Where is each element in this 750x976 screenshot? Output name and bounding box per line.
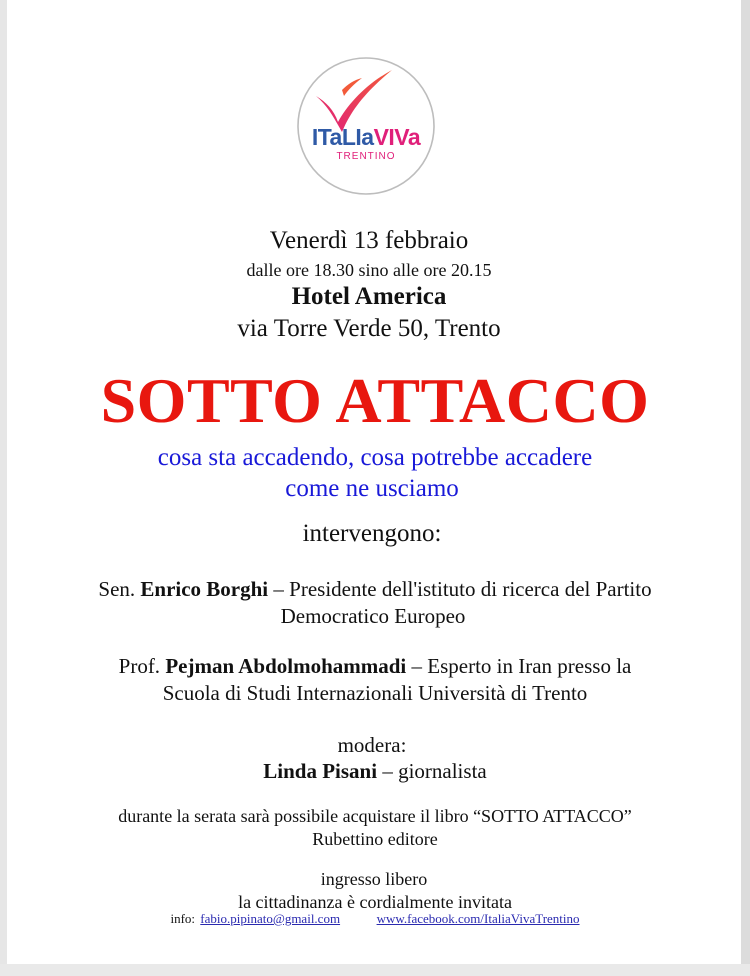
speaker-1: [0, 577, 750, 602]
italia-viva-logo: [296, 56, 436, 196]
info-label: info:: [170, 911, 196, 926]
headline-subtitle-1: cosa sta accadendo, cosa potrebbe accadere: [157, 444, 593, 471]
contact-info: [0, 911, 750, 927]
speaker-2: [0, 654, 750, 679]
speaker-1-prefix: Sen.: [98, 577, 136, 601]
moderator: [0, 759, 750, 784]
logo-brand-text: ITaLIaVIVa: [311, 124, 421, 150]
speaker-2-name: Pejman Abdolmohammadi: [165, 654, 407, 678]
entry-note: ingresso libero: [320, 869, 428, 889]
speaker-1-name: Enrico Borghi: [140, 577, 269, 601]
book-publisher: Rubettino editore: [312, 829, 438, 849]
headline-subtitle-2: come ne usciamo: [285, 475, 459, 502]
headline-title: SOTTO ATTACCO: [100, 365, 650, 436]
speaker-1-role-cont: Democratico Europeo: [280, 604, 466, 628]
page-edge-bottom: [0, 964, 750, 976]
speaker-2-prefix: Prof.: [118, 654, 161, 678]
logo-region-text: TRENTINO: [336, 151, 396, 162]
moderator-label: modera:: [337, 733, 407, 757]
event-venue: Hotel America: [291, 283, 447, 310]
event-time: dalle ore 18.30 sino alle ore 20.15: [246, 260, 492, 280]
speakers-heading: intervengono:: [302, 520, 442, 547]
event-date: Venerdì 13 febbraio: [269, 227, 469, 254]
invite-note: la cittadinanza è cordialmente invitata: [238, 892, 512, 912]
moderator-role: – giornalista: [382, 759, 487, 783]
speaker-1-role: – Presidente dell'istituto di ricerca del Partito: [273, 577, 652, 601]
email-link[interactable]: fabio.pipinato@gmail.com: [200, 911, 341, 926]
facebook-link[interactable]: www.facebook.com/ItaliaVivaTrentino: [376, 911, 580, 926]
book-note: durante la serata sarà possibile acquistare il libro “SOTTO ATTACCO”: [118, 806, 632, 826]
moderator-name: Linda Pisani: [263, 759, 378, 783]
event-address: via Torre Verde 50, Trento: [237, 315, 501, 342]
speaker-2-role-cont: Scuola di Studi Internazionali Università di Trento: [162, 681, 588, 705]
speaker-2-role: – Esperto in Iran presso la: [411, 654, 632, 678]
